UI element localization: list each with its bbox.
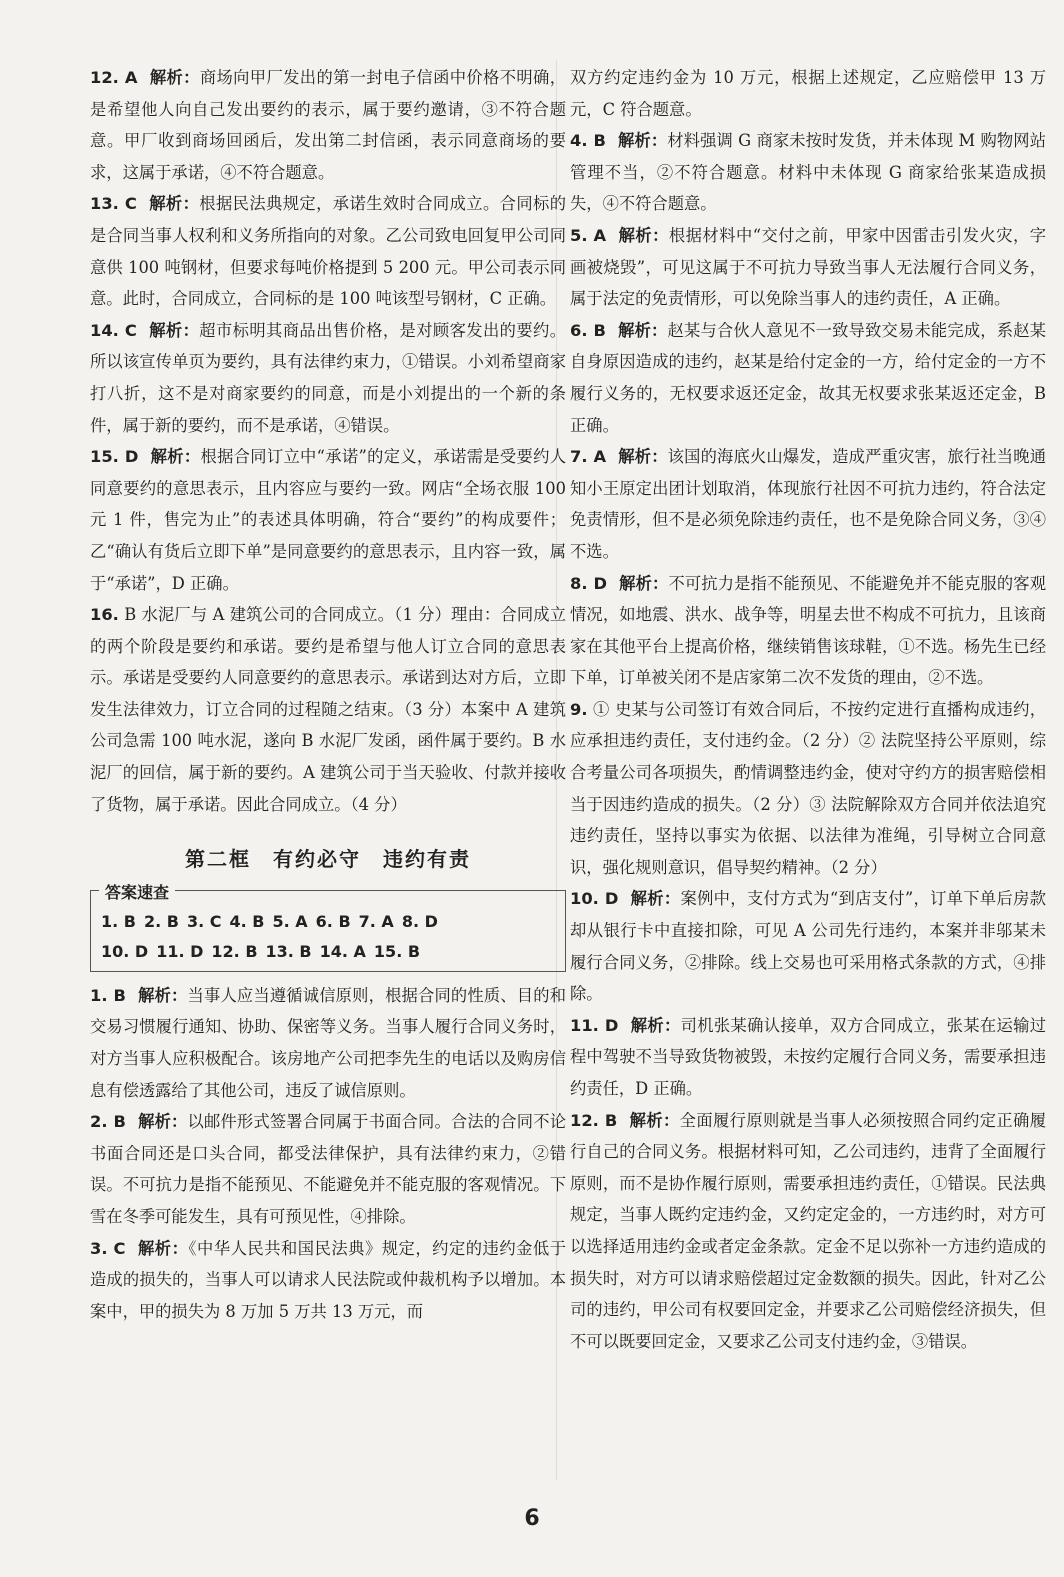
page-number: 6 (524, 1506, 540, 1531)
analysis-text: ① 史某与公司签订有效合同后，不按约定进行直播构成违约，应承担违约责任，支付违约金。（2 分）② 法院坚持公平原则，综合考量公司各项损失，酌情调整违约金，使对守约方的损害赔偿相当于因违约造成的损失。（2 分）③ 法院解除双方合同并依法追究违约责任，坚持以事实为依据、以法律为准绳，引导树立合同意识，强化规则意识，倡导契约精神。（2 分） (570, 699, 1046, 877)
question-number: 16. (90, 605, 119, 625)
answer-item (570, 1105, 1046, 1358)
analysis-text: 以邮件形式签署合同属于书面合同。合法的合同不论书面合同还是口头合同，都受法律保护，具有法律约束力，②错误。不可抗力是指不能预见、不能避免并不能克服的客观情况。下雪在冬季可能发生，具有可预见性，④排除。 (90, 1112, 566, 1226)
answer-item (570, 315, 1046, 441)
analysis-label: 解析： (630, 889, 681, 909)
answer-letter: B (593, 320, 606, 340)
answer-item (90, 980, 566, 1106)
answer-item (90, 599, 566, 820)
question-number: 14. (90, 320, 119, 340)
quick-answer: 8. D (401, 911, 438, 931)
question-number: 5. (570, 225, 588, 245)
answer-letter: C (124, 194, 137, 214)
answer-quick-check-label: 答案速查 (99, 878, 175, 908)
analysis-label: 解析： (629, 1110, 680, 1130)
left-column (90, 62, 566, 1327)
left-items-before (90, 62, 566, 820)
question-number: 12. (90, 68, 119, 87)
analysis-text: 赵某与合伙人意见不一致导致交易未能完成，系赵某自身原因造成的违约，赵某是给付定金的一方，给付定金的一方不履行义务的，无权要求返还定金，故其无权要求张某返还定金，B 正确。 (570, 320, 1046, 435)
answer-item (90, 1233, 566, 1328)
continuation-text: 双方约定违约金为 10 万元，根据上述规定，乙应赔偿甲 13 万元，C 符合题意。 (570, 68, 1046, 119)
answer-letter: A (593, 447, 607, 467)
question-number: 8. (570, 573, 588, 593)
answer-item (570, 220, 1046, 315)
analysis-label: 解析： (137, 1112, 188, 1132)
answer-item (570, 568, 1046, 694)
answer-item (90, 188, 566, 314)
answer-item (570, 694, 1046, 884)
answer-letter: D (604, 889, 619, 909)
right-column (570, 62, 1046, 1357)
question-number: 13. (90, 194, 119, 214)
answer-item (90, 315, 566, 441)
quick-answer: 6. B (315, 911, 351, 931)
question-number: 3. (90, 1238, 108, 1258)
question-number: 15. (90, 447, 119, 467)
answer-letter: D (604, 1015, 619, 1035)
answer-item (570, 883, 1046, 1009)
answer-row-1 (101, 907, 555, 937)
analysis-label: 解析： (137, 985, 188, 1005)
answer-letter: C (124, 320, 137, 340)
question-number: 10. (570, 889, 599, 909)
quick-answer: 1. B (101, 911, 136, 931)
answer-row-2 (101, 937, 555, 967)
analysis-text: 根据民法典规定，承诺生效时合同成立。合同标的是合同当事人权利和义务所指向的对象。乙公司致电回复甲公司同意供 100 吨钢材，但要求每吨价格提到 5 200 元。甲公司表示同意。此时，合同成立，合同标的是 100 吨该型号钢材，C 正确。 (90, 194, 566, 309)
answer-item (570, 125, 1046, 220)
question-number: 12. (570, 1110, 599, 1130)
answer-item (570, 1010, 1046, 1105)
answer-letter: B (113, 1112, 126, 1132)
left-items-after (90, 980, 566, 1328)
quick-answer: 11. D (156, 941, 204, 961)
quick-answer: 14. A (319, 941, 366, 961)
analysis-text: 根据合同订立中“承诺”的定义，承诺需是受要约人同意要约的意思表示，且内容应与要约一致。网店“全场衣服 100 元 1 件，售完为止”的表述具体明确，符合“要约”的构成要件；乙“确认有货后立即下单”是同意要约的意思表示，且内容一致，属于“承诺”，D 正确。 (90, 447, 566, 593)
question-number: 2. (90, 1112, 108, 1132)
answer-item (90, 441, 566, 599)
analysis-text: 案例中，支付方式为“到店支付”，订单下单后房款却从银行卡中直接扣除，可见 A 公司先行违约，本案并非邬某未履行合同义务，②排除。线上交易也可采用格式条款的方式，④排除。 (570, 889, 1046, 1004)
analysis-label: 解析： (617, 131, 668, 151)
analysis-text: 《中华人民共和国民法典》规定，约定的违约金低于造成的损失的，当事人可以请求人民法院或仲裁机构予以增加。本案中，甲的损失为 8 万加 5 万共 13 万元，而 (90, 1238, 566, 1321)
analysis-label: 解析： (618, 447, 668, 467)
quick-answer: 5. A (272, 911, 308, 931)
question-number: 4. (570, 131, 588, 151)
answer-letter: D (593, 573, 608, 593)
analysis-label: 解析： (137, 1238, 189, 1258)
analysis-label: 解析： (149, 68, 200, 87)
answer-letter: B (113, 985, 126, 1005)
answer-letter: B (593, 131, 606, 151)
quick-answer: 10. D (101, 941, 149, 961)
analysis-label: 解析： (617, 320, 668, 340)
analysis-text: 商场向甲厂发出的第一封电子信函中价格不明确，是希望他人向自己发出要约的表示，属于要约邀请，③不符合题意。甲厂收到商场回函后，发出第二封信函，表示同意商场的要求，这属于承诺，④不符合题意。 (90, 68, 566, 182)
question-number: 7. (570, 447, 588, 467)
analysis-text: 超市标明其商品出售价格，是对顾客发出的要约。所以该宣传单页为要约，具有法律约束力，①错误。小刘希望商家打八折，这不是对商家要约的同意，而是小刘提出的一个新的条件，属于新的要约，而不是承诺，④错误。 (90, 320, 566, 435)
analysis-text: 材料强调 G 商家未按时发货，并未体现 M 购物网站管理不当，②不符合题意。材料中未体现 G 商家给张某造成损失，④不符合题意。 (570, 131, 1046, 214)
section-title: 第二框 有约必守 违约有责 (185, 847, 471, 872)
analysis-label: 解析： (630, 1015, 681, 1035)
quick-answer: 2. B (143, 911, 179, 931)
analysis-text: B 水泥厂与 A 建筑公司的合同成立。（1 分）理由：合同成立的两个阶段是要约和承诺。要约是希望与他人订立合同的意思表示。承诺是受要约人同意要约的意思表示。承诺到达对方后，立即发生法律效力，订立合同的过程随之结束。（3 分）本案中 A 建筑公司急需 100 吨水泥，遂向 B 水泥厂发函，函件属于要约。B 水泥厂的回信，属于新的要约。A 建筑公司于当天验收、付款并接收了货物，属于承诺。因此合同成立。（4 分） (90, 605, 566, 814)
answer-letter: C (113, 1238, 126, 1258)
analysis-text: 根据材料中“交付之前，甲家中因雷击引发火灾，字画被烧毁”，可见这属于不可抗力导致当事人无法履行合同义务，属于法定的免责情形，可以免除当事人的违约责任，A 正确。 (570, 225, 1046, 309)
analysis-text: 当事人应当遵循诚信原则，根据合同的性质、目的和交易习惯履行通知、协助、保密等义务。当事人履行合同义务时，对方当事人应积极配合。该房地产公司把李先生的电话以及购房信息有偿透露给了其他公司，违反了诚信原则。 (90, 985, 566, 1100)
analysis-label: 解析： (150, 447, 201, 467)
quick-answer: 12. B (211, 941, 258, 961)
answer-item (570, 441, 1046, 567)
analysis-text: 全面履行原则就是当事人必须按照合同约定正确履行自己的合同义务。根据材料可知，乙公司违约，违背了全面履行原则，而不是协作履行原则，需要承担违约责任，①错误。民法典规定，当事人既约定违约金，又约定定金的，一方违约时，对方可以选择适用违约金或者定金条款。定金不足以弥补一方违约造成的损失时，对方可以请求赔偿超过定金数额的损失。因此，针对乙公司的违约，甲公司有权要回定金，并要求乙公司赔偿经济损失，但不可以既要回定金，又要求乙公司支付违约金，③错误。 (570, 1110, 1046, 1351)
analysis-label: 解析： (148, 194, 200, 214)
question-number: 9. (570, 699, 588, 719)
quick-answer: 15. B (373, 941, 421, 961)
analysis-text: 该国的海底火山爆发，造成严重灾害，旅行社当晚通知小王原定出团计划取消，体现旅行社因不可抗力违约，符合法定免责情形，但不是必须免除违约责任，也不是免除合同义务，③④不选。 (570, 447, 1046, 561)
answer-item (90, 62, 566, 188)
analysis-text: 司机张某确认接单，双方合同成立，张某在运输过程中驾驶不当导致货物被毁，未按约定履行合同义务，需要承担违约责任，D 正确。 (570, 1015, 1046, 1098)
answer-letter: A (124, 68, 138, 87)
analysis-text: 不可抗力是指不能预见、不能避免并不能克服的客观情况，如地震、洪水、战争等，明星去世不构成不可抗力，且该商家在其他平台上提高价格，继续销售该球鞋，①不选。杨先生已经下单，订单被关闭不是店家第二次不发货的理由，②不选。 (570, 573, 1046, 688)
analysis-label: 解析： (148, 320, 200, 340)
right-items (570, 125, 1046, 1357)
answer-quick-check-box (90, 882, 566, 972)
question-number: 1. (90, 985, 108, 1005)
answer-letter: D (124, 447, 139, 467)
question-number: 6. (570, 320, 588, 340)
answer-letter: A (593, 225, 607, 245)
analysis-label: 解析： (619, 573, 669, 593)
question-number: 11. (570, 1015, 599, 1035)
answer-item (90, 1106, 566, 1232)
answer-letter: B (604, 1110, 618, 1130)
quick-answer: 3. C (186, 911, 222, 931)
quick-answer: 7. A (358, 911, 394, 931)
analysis-label: 解析： (618, 225, 669, 245)
quick-answer: 4. B (229, 911, 265, 931)
quick-answer: 13. B (265, 941, 312, 961)
